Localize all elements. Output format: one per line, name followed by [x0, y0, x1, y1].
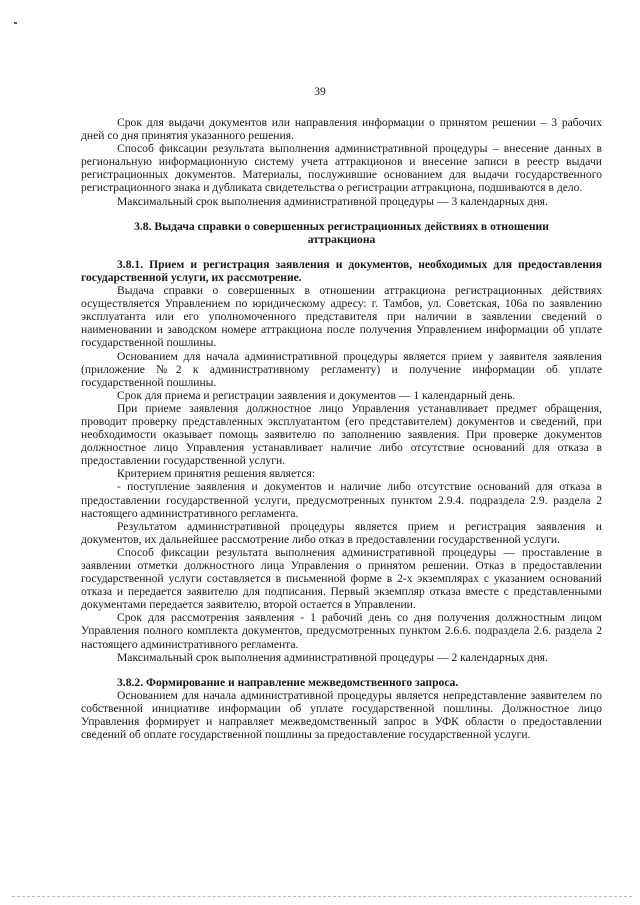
section-heading-3-8: 3.8. Выдача справки о совершенных регистрационных действиях в отношении аттракциона	[134, 219, 549, 246]
paragraph: Результатом административной процедуры является прием и регистрация заявления и документов, их дальнейшее рассмотрение либо отказ в предоставлении государственной услуги.	[81, 519, 602, 546]
scan-speck	[14, 22, 17, 24]
paragraph: Срок для приема и регистрации заявления и документов — 1 календарный день.	[117, 388, 516, 402]
section-heading-3-8-1: 3.8.1. Прием и регистрация заявления и документов, необходимых для предоставления государственной услуги, их рассмотрение.	[81, 257, 602, 284]
paragraph: Выдача справки о совершенных в отношении аттракциона регистрационных действиях осуществляется Управлением по юридическому адресу: г. Тамбов, ул. Советская, 106а по заявлению эксплуатанта или его уполномоченного представителя при наличии в заявлении сведений о наименовании и заводском номере аттракциона после получения Управлением информации об уплате государственной пошлины.	[81, 284, 602, 350]
list-item: - поступление заявления и документов и наличие либо отсутствие оснований для отказа в предоставлении государственной услуги, предусмотренных пунктом 2.9.4. подраздела 2.9. раздела 2 настоящего административного регламента.	[81, 480, 602, 520]
scan-edge-line	[12, 896, 632, 897]
paragraph: Срок для выдачи документов или направления информации о принятом решении – 3 рабочих дней со дня принятия указанного решения.	[81, 116, 602, 143]
paragraph: При приеме заявления должностное лицо Управления устанавливает предмет обращения, проводит проверку представленных эксплуатантом (его представителем) документов и сведений, при необходимости оказывает помощь заявителю по заполнению заявления. При проверке документов должностное лицо Управления устанавливает наличие либо отсутствие оснований для отказа в предоставлении государственной услуги.	[81, 401, 602, 468]
paragraph: Способ фиксации результата выполнения административной процедуры – внесение данных в региональную информационную систему учета аттракционов и внесение записи в реестр выдачи регистрационных документов. Материалы, послужившие основанием для выдачи государственного регистрационного знака и дубликата свидетельства о регистрации аттракциона, подшиваются в дело.	[81, 142, 602, 195]
section-heading-3-8-2: 3.8.2. Формирование и направление межведомственного запроса.	[117, 675, 459, 689]
paragraph: Способ фиксации результата выполнения административной процедуры — проставление в заявлении отметки должностного лица Управления о принятом решении. Отказ в предоставлении государственной услуги составляется в письменной форме в 2-х экземплярах с указанием оснований отказа и передается заявителю для подписания. Первый экземпляр отказа вместе с представленными документами передается заявителю, второй остается в Управлении.	[81, 545, 602, 612]
paragraph: Критерием принятия решения является:	[117, 467, 316, 481]
paragraph: Максимальный срок выполнения административной процедуры — 3 календарных дня.	[117, 194, 548, 208]
paragraph: Максимальный срок выполнения административной процедуры — 2 календарных дня.	[117, 650, 548, 664]
paragraph: Основанием для начала административной процедуры является прием у заявителя заявления (приложение №2 к административному регламенту) и получение информации об уплате государственной пошлины.	[81, 349, 602, 389]
paragraph: Основанием для начала административной процедуры является непредставление заявителем по собственной инициативе информации об уплате государственной пошлины. Должностное лицо Управления формирует и направляет межведомственный запрос в УФК области о предоставлении сведений об оплате государственной пошлины за предоставление государственной услуги.	[81, 688, 602, 742]
page-number: 39	[314, 86, 326, 98]
document-body	[81, 116, 602, 741]
paragraph: Срок для рассмотрения заявления - 1 рабочий день со дня получения должностным лицом Управления полного комплекта документов, предусмотренных пунктом 2.6.6. подраздела 2.6. раздела 2 настоящего административного регламента.	[81, 611, 602, 651]
